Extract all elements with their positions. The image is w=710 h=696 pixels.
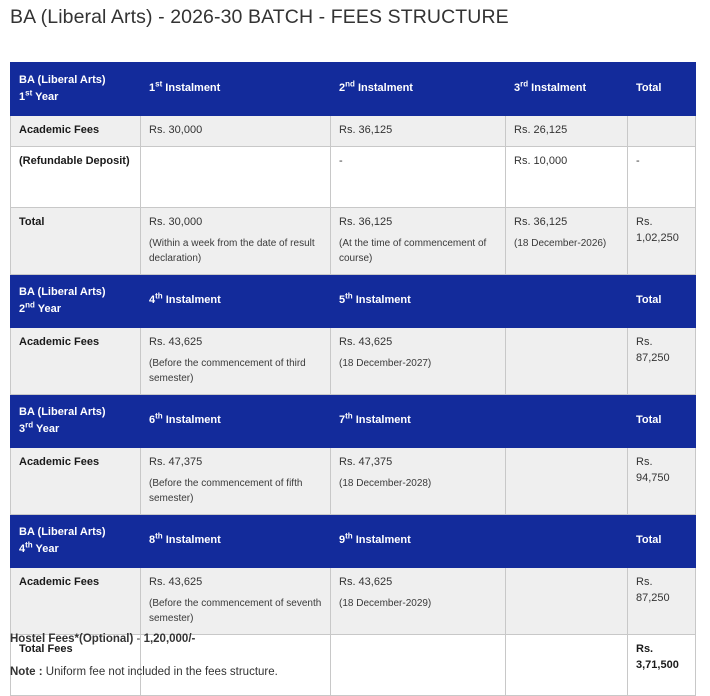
row-label: Total Fees [11, 635, 141, 696]
cell-grand-total-amount: Rs. 3,71,500 [628, 635, 696, 696]
inst2-text: Instalment [354, 82, 413, 95]
inst2-ordinal: th [345, 411, 353, 421]
year1-col-total: Total [628, 63, 696, 116]
year4-col-instalment-2 [331, 515, 506, 568]
amount-note: (18 December-2026) [514, 237, 607, 249]
year3-academic-fees-row [11, 448, 696, 515]
row-label: Academic Fees [11, 328, 141, 395]
inst1-ordinal: th [155, 411, 163, 421]
year1-label-number: 1 [19, 91, 26, 104]
inst3-text: Instalment [528, 82, 587, 95]
year1-col-instalment-3 [506, 63, 628, 116]
inst1-ordinal: th [155, 291, 163, 301]
inst3-number: 3 [514, 82, 521, 95]
inst1-ordinal: st [155, 79, 163, 89]
inst1-text: Instalment [162, 294, 221, 307]
amount: Rs. 43,625 [149, 336, 203, 349]
year2-label-ordinal: nd [25, 300, 35, 310]
year2-academic-fees-row [11, 328, 696, 395]
year1-total-row [11, 208, 696, 275]
year2-program-cell [11, 275, 141, 328]
row-label: (Refundable Deposit) [11, 147, 141, 208]
amount: Rs. 36,125 [339, 216, 393, 229]
year1-label-rest: Year [32, 91, 59, 104]
inst2-number: 7 [339, 414, 346, 427]
year4-header-row [11, 515, 696, 568]
year2-col-total: Total [628, 275, 696, 328]
year1-col-instalment-1 [141, 63, 331, 116]
cell-instalment-1 [141, 328, 331, 395]
amount-note: (Before the commencement of third semester) [149, 358, 306, 385]
year2-col-empty [506, 275, 628, 328]
year4-academic-fees-row [11, 568, 696, 635]
year3-program-cell [11, 395, 141, 448]
year3-header-row [11, 395, 696, 448]
inst1-text: Instalment [162, 82, 221, 95]
amount-note: (Within a week from the date of result declaration) [149, 237, 315, 264]
year2-header-row [11, 275, 696, 328]
uniform-fee-note [10, 666, 278, 678]
row-label: Total [11, 208, 141, 275]
cell-instalment-2: - [331, 147, 506, 208]
inst2-text: Instalment [352, 414, 411, 427]
note-text: Uniform fee not included in the fees structure. [42, 666, 278, 678]
amount-note: (18 December-2028) [339, 478, 432, 490]
amount: Rs. 47,375 [339, 456, 393, 469]
cell-total [628, 116, 696, 147]
year1-header-row [11, 63, 696, 116]
hostel-fees-label: Hostel Fees*(Optional) [10, 633, 134, 645]
cell-instalment-3: Rs. 26,125 [506, 116, 628, 147]
year4-col-total: Total [628, 515, 696, 568]
row-label: Academic Fees [11, 116, 141, 147]
year2-label-rest: Year [34, 303, 62, 316]
cell-instalment-2 [331, 328, 506, 395]
year3-col-total: Total [628, 395, 696, 448]
hostel-fees-separator: - [133, 633, 144, 645]
year4-label-ordinal: th [25, 540, 33, 550]
cell-instalment-1 [141, 448, 331, 515]
cell-instalment-3 [506, 635, 628, 696]
cell-instalment-3 [506, 328, 628, 395]
cell-instalment-2: Rs. 36,125 [331, 116, 506, 147]
amount: Rs. 43,625 [149, 576, 203, 589]
cell-instalment-2 [331, 208, 506, 275]
inst2-number: 9 [339, 534, 346, 547]
year3-col-instalment-2 [331, 395, 506, 448]
cell-instalment-3 [506, 568, 628, 635]
year1-col-instalment-2 [331, 63, 506, 116]
cell-instalment-1 [141, 568, 331, 635]
inst2-number: 5 [339, 294, 346, 307]
year3-label-number: 3 [19, 423, 26, 436]
inst1-ordinal: th [155, 531, 163, 541]
row-label: Academic Fees [11, 448, 141, 515]
amount: Rs. 30,000 [149, 216, 203, 229]
cell-total: Rs. 1,02,250 [628, 208, 696, 275]
year4-program-cell [11, 515, 141, 568]
cell-instalment-1 [141, 147, 331, 208]
year3-label-rest: Year [33, 423, 60, 436]
cell-total: Rs. 94,750 [628, 448, 696, 515]
row-label: Academic Fees [11, 568, 141, 635]
year4-col-instalment-1 [141, 515, 331, 568]
year3-label-ordinal: rd [25, 420, 34, 430]
amount-note: (18 December-2027) [339, 358, 432, 370]
amount-note: (At the time of commencement of course) [339, 237, 487, 264]
cell-instalment-2 [331, 635, 506, 696]
inst3-ordinal: rd [520, 79, 529, 89]
cell-instalment-2 [331, 568, 506, 635]
year1-program-name: BA (Liberal Arts) [19, 74, 106, 86]
year2-col-instalment-1 [141, 275, 331, 328]
inst2-ordinal: th [345, 291, 353, 301]
inst1-number: 1 [149, 82, 156, 95]
year1-label-ordinal: st [25, 88, 33, 98]
cell-instalment-3 [506, 448, 628, 515]
amount-note: (18 December-2029) [339, 598, 432, 610]
year2-col-instalment-2 [331, 275, 506, 328]
inst1-number: 6 [149, 414, 156, 427]
cell-instalment-3: Rs. 10,000 [506, 147, 628, 208]
cell-instalment-1: Rs. 30,000 [141, 116, 331, 147]
year1-academic-fees-row [11, 116, 696, 147]
amount-note: (Before the commencement of seventh semester) [149, 598, 322, 625]
hostel-fees-note [10, 633, 195, 645]
year3-program-name: BA (Liberal Arts) [19, 406, 106, 419]
amount: Rs. 36,125 [514, 216, 568, 229]
year4-col-empty [506, 515, 628, 568]
cell-total: - [628, 147, 696, 208]
inst2-ordinal: nd [345, 79, 355, 89]
cell-instalment-2 [331, 448, 506, 515]
inst2-number: 2 [339, 82, 346, 95]
cell-total: Rs. 87,250 [628, 568, 696, 635]
amount: Rs. 47,375 [149, 456, 203, 469]
page-title: BA (Liberal Arts) - 2026-30 BATCH - FEES STRUCTURE [10, 6, 509, 28]
amount-note: (Before the commencement of fifth semester) [149, 478, 303, 505]
hostel-fees-amount: 1,20,000/- [143, 633, 196, 645]
year4-label-number: 4 [19, 543, 26, 556]
fees-structure-table [10, 62, 696, 696]
year4-program-name: BA (Liberal Arts) [19, 526, 106, 539]
year4-label-rest: Year [32, 543, 59, 556]
inst1-text: Instalment [162, 534, 221, 547]
amount: Rs. 43,625 [339, 576, 393, 589]
year2-label-number: 2 [19, 303, 26, 316]
inst1-text: Instalment [162, 414, 221, 427]
cell-instalment-1 [141, 208, 331, 275]
inst2-ordinal: th [345, 531, 353, 541]
year1-program-cell [11, 63, 141, 116]
year3-col-instalment-1 [141, 395, 331, 448]
year3-col-empty [506, 395, 628, 448]
cell-total: Rs. 87,250 [628, 328, 696, 395]
inst2-text: Instalment [352, 294, 411, 307]
inst1-number: 8 [149, 534, 156, 547]
amount: Rs. 43,625 [339, 336, 393, 349]
cell-instalment-3 [506, 208, 628, 275]
inst2-text: Instalment [352, 534, 411, 547]
inst1-number: 4 [149, 294, 156, 307]
note-label: Note : [10, 666, 43, 678]
year1-refundable-deposit-row [11, 147, 696, 208]
year2-program-name: BA (Liberal Arts) [19, 286, 106, 299]
